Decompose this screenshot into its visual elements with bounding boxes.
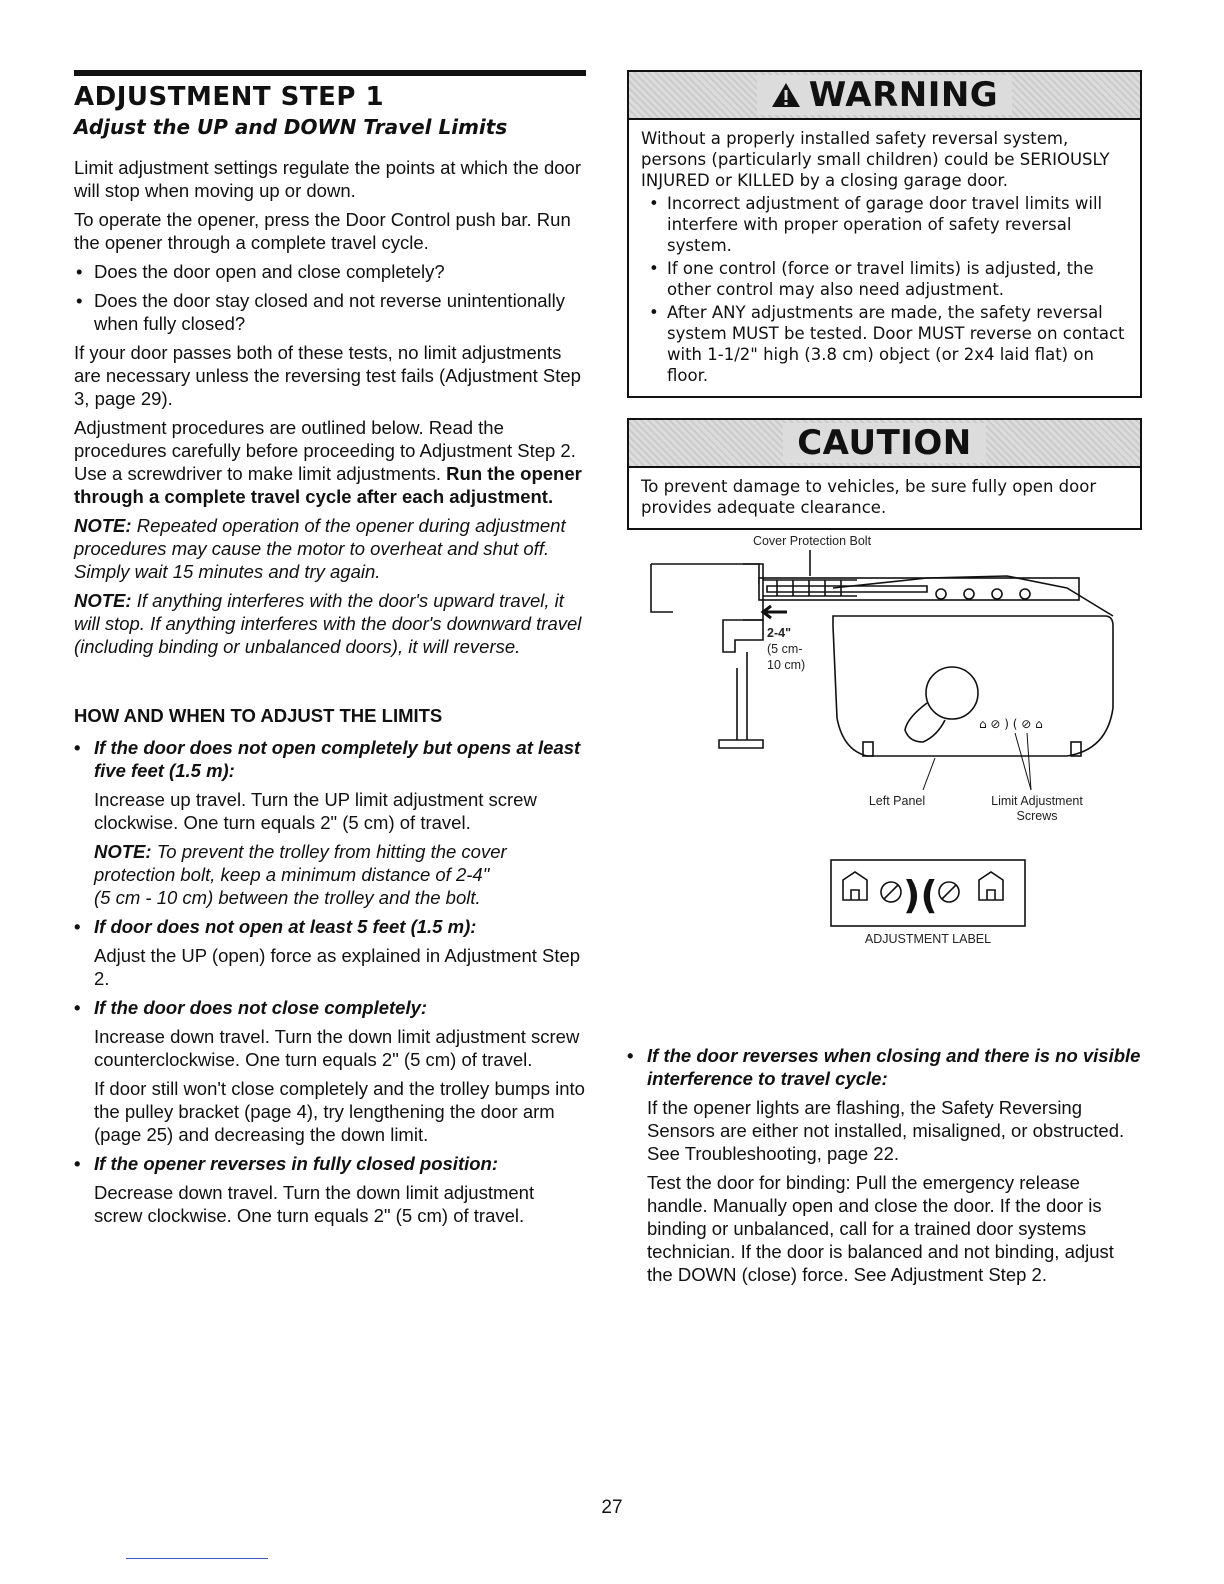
condition-1-note-text: To prevent the trolley from hitting the cover protection bolt, keep a minimum distance of 2-4": [94, 841, 507, 885]
limit-screws-label-line1: Limit Adjustment: [991, 794, 1083, 808]
note-label: NOTE:: [74, 515, 132, 536]
right-column-lower: [627, 1038, 1142, 1292]
condition-1-note-text-2: (5 cm - 10 cm) between the trolley and the bolt.: [94, 887, 481, 908]
how-when-heading: HOW AND WHEN TO ADJUST THE LIMITS: [74, 705, 443, 726]
warning-box: [627, 70, 1142, 398]
opener-diagram: [627, 528, 1142, 968]
condition-3-text-2: If door still won't close completely and the trolley bumps into the pulley bracket (page 4), try lengthening the door arm (page 25) and decreasing the down limit.: [94, 1078, 585, 1145]
dimension-label-b: (5 cm-: [767, 642, 803, 656]
warning-item: • If one control (force or travel limits) is adjusted, the other control may also need adjustment.: [641, 258, 1128, 300]
condition-1-body: [74, 788, 586, 909]
condition-5-text-2: Test the door for binding: Pull the emergency release handle. Manually open and close the door. If the door is binding or unbalanced, call for a trained door systems technician. If the door is balanced and not binding, adjust the DOWN (close) force. See Adjustment Step 2.: [647, 1172, 1114, 1285]
condition-1-title: • If the door does not open completely but opens at least five feet (1.5 m):: [74, 736, 586, 782]
condition-2-body: [74, 944, 586, 990]
footer-line: [126, 1558, 268, 1559]
opener-illustration: [627, 528, 1142, 968]
note-1: [74, 514, 586, 583]
warning-item: • After ANY adjustments are made, the safety reversal system MUST be tested. Door MUST reverse on contact with 1-1/2" high (3.8 cm) object (or 2x4 laid flat) on floor.: [641, 302, 1128, 386]
note-label: NOTE:: [94, 841, 152, 862]
question-item: • Does the door open and close completely?: [74, 260, 586, 283]
procedure-bold-text: Run the opener through a complete travel cycle after each adjustment.: [74, 463, 582, 507]
condition-4-text: Decrease down travel. Turn the down limit adjustment screw clockwise. One turn equals 2" (5 cm) of travel.: [94, 1182, 535, 1226]
condition-3-title: • If the door does not close completely:: [74, 996, 586, 1019]
step-title: ADJUSTMENT STEP 1: [74, 82, 385, 112]
heading-rule: [74, 70, 586, 76]
caution-text: To prevent damage to vehicles, be sure fully open door provides adequate clearance.: [641, 477, 1097, 517]
warning-item: • Incorrect adjustment of garage door travel limits will interfere with proper operation of safety reversal system.: [641, 193, 1128, 256]
warning-list: [641, 193, 1128, 386]
condition-5-title: • If the door reverses when closing and there is no visible interference to travel cycle:: [627, 1044, 1142, 1090]
intro-paragraph-1: Limit adjustment settings regulate the points at which the door will stop when moving up or down.: [74, 157, 581, 201]
warning-body: [629, 120, 1140, 396]
test-questions: [74, 260, 586, 335]
condition-2-text: Adjust the UP (open) force as explained in Adjustment Step 2.: [94, 945, 581, 989]
svg-text:)(: )(: [903, 873, 938, 917]
left-panel-label: Left Panel: [868, 794, 926, 808]
dimension-label-c: 10 cm): [767, 658, 806, 672]
note-1-text: Repeated operation of the opener during adjustment procedures may cause the motor to overheat and shut off. Simply wait 15 minutes and try again.: [74, 515, 566, 582]
condition-3-body: [74, 1025, 586, 1146]
warning-intro: Without a properly installed safety reversal system, persons (particularly small children) could be SERIOUSLY INJURED or KILLED by a closing garage door.: [641, 129, 1110, 190]
caution-title: CAUTION: [797, 423, 972, 463]
left-column: [74, 70, 586, 1233]
condition-4-title: • If the opener reverses in fully closed position:: [74, 1152, 586, 1175]
pass-paragraph: If your door passes both of these tests, no limit adjustments are necessary unless the reversing test fails (Adjustment Step 3, page 29).: [74, 342, 581, 409]
condition-2-title: • If door does not open at least 5 feet (1.5 m):: [74, 915, 586, 938]
condition-1-note: [94, 840, 586, 909]
condition-3-text: Increase down travel. Turn the down limit adjustment screw counterclockwise. One turn equals 2" (5 cm) of travel.: [94, 1026, 580, 1070]
note-2-text: If anything interferes with the door's upward travel, it will stop. If anything interferes with the door's downward travel (including binding or unbalanced doors), it will reverse.: [74, 590, 582, 657]
step-subtitle: Adjust the UP and DOWN Travel Limits: [74, 115, 508, 139]
question-item: • Does the door stay closed and not reverse unintentionally when fully closed?: [74, 289, 586, 335]
warning-triangle-icon: [771, 81, 801, 109]
limit-screws-label: [967, 794, 1107, 824]
dimension-label-a: 2-4": [767, 626, 791, 640]
caution-box: [627, 418, 1142, 530]
caution-body: [629, 468, 1140, 528]
warning-title: WARNING: [808, 75, 999, 115]
condition-1-text: Increase up travel. Turn the UP limit adjustment screw clockwise. One turn equals 2" (5 cm) of travel.: [94, 789, 537, 833]
note-2: [74, 589, 586, 658]
procedure-text: Adjustment procedures are outlined below. Read the procedures carefully before proceeding to Adjustment Step 2. Use a screwdriver to make limit adjustments.: [74, 417, 576, 484]
caution-header: [629, 420, 1140, 468]
condition-5-body: [627, 1096, 1142, 1286]
procedure-paragraph: [74, 416, 586, 508]
cover-bolt-label: Cover Protection Bolt: [752, 534, 872, 548]
warning-header: [629, 72, 1140, 120]
note-label: NOTE:: [74, 590, 132, 611]
condition-5-text-1: If the opener lights are flashing, the Safety Reversing Sensors are either not installed, misaligned, or obstructed. See Troubleshooting, page 22.: [647, 1097, 1125, 1164]
svg-text:⌂ ⊘ ) ( ⊘ ⌂: ⌂ ⊘ ) ( ⊘ ⌂: [979, 717, 1043, 731]
right-column: [627, 70, 1142, 530]
adjustment-label-caption: ADJUSTMENT LABEL: [864, 932, 992, 946]
intro-paragraph-2: To operate the opener, press the Door Control push bar. Run the opener through a complete travel cycle.: [74, 209, 571, 253]
limit-screws-label-line2: Screws: [1016, 809, 1058, 823]
page-number: 27: [601, 1497, 623, 1518]
condition-4-body: [74, 1181, 586, 1227]
